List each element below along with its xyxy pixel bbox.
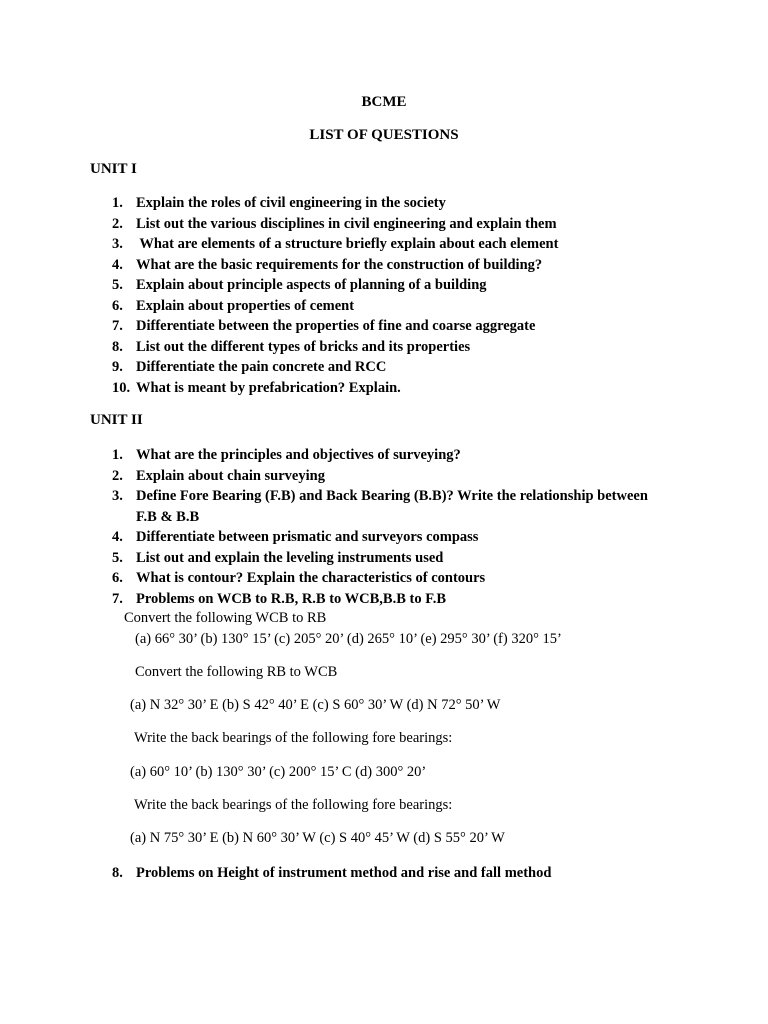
question-item: [112, 568, 712, 589]
problem-4-instruction: Write the back bearings of the following fore bearings:: [134, 797, 453, 813]
unit-1-heading: UNIT I: [90, 161, 137, 177]
question-text: Explain about properties of cement: [136, 297, 355, 314]
list-title: LIST OF QUESTIONS: [309, 127, 459, 143]
question-text: Differentiate the pain concrete and RCC: [136, 359, 387, 375]
question-number: 6.: [112, 297, 123, 314]
question-item: [112, 193, 712, 214]
question-item: [112, 486, 712, 527]
question-number: 2.: [112, 215, 123, 232]
question-text: Problems on Height of instrument method and rise and fall method: [136, 865, 552, 881]
question-number: 5.: [112, 277, 123, 293]
question-text: List out the various disciplines in civil engineering and explain them: [136, 215, 557, 232]
question-number: 3.: [112, 488, 123, 504]
question-text: What are the basic requirements for the construction of building?: [136, 256, 543, 273]
question-text: Problems on WCB to R.B, R.B to WCB,B.B to F.B: [136, 590, 447, 607]
question-text: List out and explain the leveling instruments used: [136, 549, 444, 566]
unit-2-heading: UNIT II: [90, 412, 143, 428]
question-number: 5.: [112, 549, 123, 566]
question-item: [112, 337, 712, 358]
question-number: 7.: [112, 318, 123, 334]
question-number: 10.: [112, 379, 131, 396]
question-text: Define Fore Bearing (F.B) and Back Bearing (B.B)? Write the relationship between: [136, 488, 648, 504]
problem-3-items: (a) 60° 10’ (b) 130° 30’ (c) 200° 15’ C (d) 300° 20’: [130, 764, 427, 780]
question-number: 3.: [112, 236, 123, 252]
question-text: Differentiate between prismatic and surveyors compass: [136, 529, 479, 545]
question-text: Explain about principle aspects of planning of a building: [136, 277, 487, 293]
question-item: [112, 316, 712, 337]
question-item: [112, 296, 712, 317]
question-number: 4.: [112, 529, 123, 545]
question-item: [112, 378, 712, 399]
problem-1-items: (a) 66° 30’ (b) 130° 15’ (c) 205° 20’ (d) 265° 10’ (e) 295° 30’ (f) 320° 15’: [135, 631, 562, 647]
question-number: 9.: [112, 359, 123, 375]
question-text: Explain about chain surveying: [136, 467, 325, 484]
question-number: 7.: [112, 590, 123, 607]
question-text: List out the different types of bricks and its properties: [136, 338, 471, 355]
question-number: 6.: [112, 570, 123, 586]
question-item: [112, 548, 712, 569]
problem-3-instruction: Write the back bearings of the following fore bearings:: [134, 730, 453, 746]
question-item: [112, 275, 712, 296]
question-text: What is contour? Explain the characteristics of contours: [136, 570, 486, 586]
question-text: What are the principles and objectives of surveying?: [136, 447, 461, 463]
question-text: Differentiate between the properties of fine and coarse aggregate: [136, 318, 536, 334]
question-text-continuation: F.B & B.B: [136, 508, 200, 525]
question-number: 2.: [112, 467, 123, 484]
question-number: 1.: [112, 447, 123, 463]
question-text: What is meant by prefabrication? Explain.: [136, 379, 401, 396]
question-item: [112, 214, 712, 235]
question-item: [112, 357, 712, 378]
problem-2-items: (a) N 32° 30’ E (b) S 42° 40’ E (c) S 60° 30’ W (d) N 72° 50’ W: [130, 697, 501, 713]
question-item: [112, 445, 712, 466]
course-title: BCME: [361, 94, 407, 110]
question-item: [112, 527, 712, 548]
question-item: [112, 234, 712, 255]
question-text: Explain the roles of civil engineering in the society: [136, 195, 446, 211]
question-item: [112, 466, 712, 487]
question-text: What are elements of a structure briefly explain about each element: [136, 236, 559, 252]
unit-2-question-8: [112, 863, 712, 884]
question-number: 8.: [112, 338, 123, 355]
problem-4-items: (a) N 75° 30’ E (b) N 60° 30’ W (c) S 40° 45’ W (d) S 55° 20’ W: [130, 830, 505, 846]
question-item: [112, 255, 712, 276]
question-number: 8.: [112, 865, 123, 881]
problem-2-instruction: Convert the following RB to WCB: [135, 664, 338, 680]
question-number: 1.: [112, 195, 123, 211]
problem-1-instruction: Convert the following WCB to RB: [124, 610, 327, 626]
question-number: 4.: [112, 256, 123, 273]
question-item: [112, 589, 712, 610]
